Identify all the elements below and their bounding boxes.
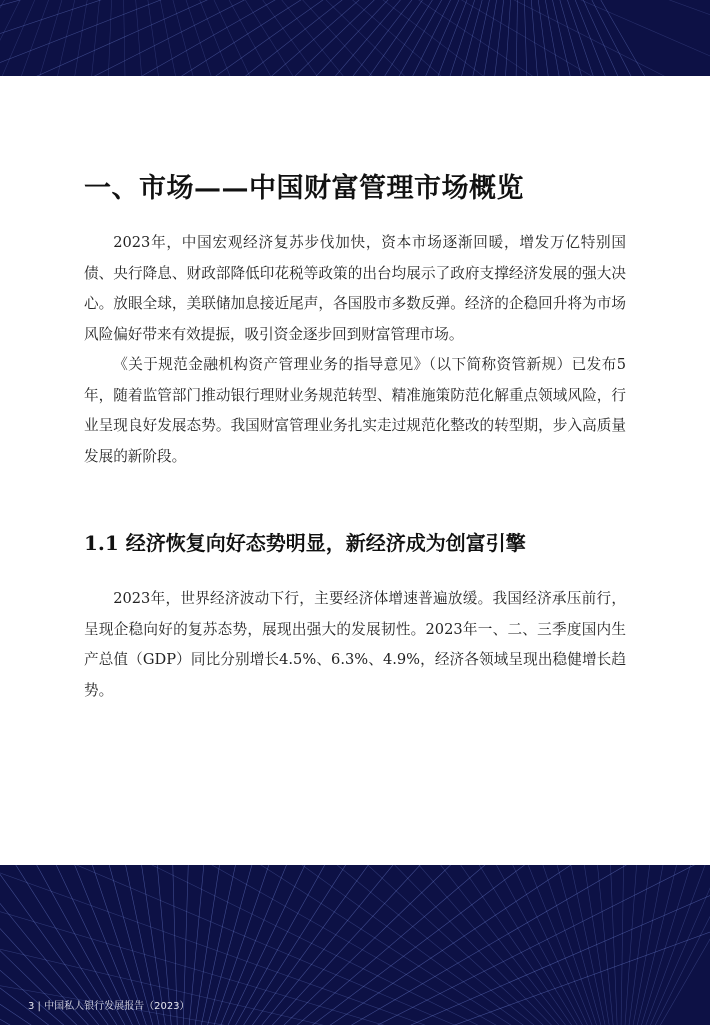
- decorative-line: [520, 0, 645, 76]
- section-title: 一、市场——中国财富管理市场概览: [84, 173, 524, 204]
- decorative-line: [120, 0, 431, 76]
- decorative-line: [398, 865, 620, 1025]
- decorative-line: [520, 0, 678, 76]
- decorative-line: [513, 865, 620, 1025]
- decorative-line: [520, 0, 710, 76]
- decorative-line: [120, 0, 498, 76]
- decorative-line: [520, 0, 710, 76]
- decorative-line: [180, 865, 300, 1025]
- decorative-line: [120, 0, 520, 76]
- decorative-line: [620, 865, 631, 1025]
- decorative-line: [552, 865, 620, 1025]
- decorative-line: [120, 0, 613, 76]
- decorative-line: [337, 0, 520, 76]
- decorative-line: [120, 0, 558, 76]
- subsection-title: 1.1 经济恢复向好态势明显，新经济成为创富引擎: [84, 531, 526, 555]
- decorative-line: [240, 0, 520, 76]
- decorative-line: [180, 865, 610, 1025]
- decorative-line: [15, 0, 520, 76]
- decorative-line: [304, 0, 520, 76]
- decorative-line: [65, 0, 520, 76]
- decorative-line: [120, 0, 465, 76]
- decorative-line: [289, 865, 620, 1025]
- decorative-line: [620, 865, 710, 1025]
- decorative-line: [120, 0, 660, 76]
- decorative-line: [620, 865, 710, 1025]
- decorative-line: [120, 0, 286, 76]
- decorative-line: [0, 0, 120, 76]
- top-decorative-band: [0, 0, 710, 76]
- decorative-line: [180, 865, 483, 1025]
- decorative-line: [520, 0, 576, 76]
- decorative-line: [120, 0, 637, 76]
- decorative-line: [180, 865, 253, 1025]
- decorative-line: [620, 865, 710, 1025]
- subsection-paragraph: 2023年，世界经济波动下行，主要经济体增速普遍放缓。我国经济承压前行，呈现企稳向好的复苏态势，展现出强大的发展韧性。2023年一、二、三季度国内生产总值（GDP）同比分别增长4.5%、6.3%、4.9%，经济各领域呈现出稳健增长趋势。: [84, 590, 626, 699]
- decorative-line: [520, 0, 611, 76]
- decorative-line: [178, 0, 520, 76]
- decorative-line: [520, 0, 710, 76]
- decorative-line: [93, 0, 120, 76]
- decorative-line: [520, 0, 710, 76]
- decorative-line: [620, 865, 710, 1025]
- decorative-line: [120, 0, 361, 76]
- decorative-line: [92, 0, 520, 76]
- decorative-lines-top: [0, 0, 710, 76]
- decorative-line: [520, 0, 542, 76]
- intro-paragraph-1: 2023年，中国宏观经济复苏步伐加快，资本市场逐渐回暖，增发万亿特别国债、央行降息、财政部降低印花税等政策的出台均展示了政府支撑经济发展的强大决心。放眼全球，美联储加息接近尾声，各国股市多数反弹。经济的企稳回升将为市场风险偏好带来有效提振，吸引资金逐步回到财富管理市场。: [84, 234, 626, 343]
- decorative-line: [473, 0, 520, 76]
- decorative-line: [40, 0, 520, 76]
- intro-paragraph-2: 《关于规范金融机构资产管理业务的指导意见》（以下简称资管新规）已发布5年，随着监管部门推动银行理财业务规范转型、精准施策防范化解重点领域风险，行业呈现良好发展态势。我国财富管理业务扎实走过规范化整改的转型期，步入高质量发展的新阶段。: [84, 356, 626, 465]
- decorative-line: [371, 0, 520, 76]
- decorative-line: [120, 0, 710, 59]
- decorative-line: [620, 865, 710, 1025]
- decorative-line: [180, 865, 347, 1025]
- decorative-line: [120, 0, 248, 76]
- decorative-line: [520, 0, 710, 76]
- decorative-line: [324, 865, 620, 1025]
- decorative-line: [620, 865, 710, 1025]
- decorative-line: [180, 865, 393, 1025]
- decorative-line: [520, 0, 710, 76]
- page-footer: 3 | 中国私人银行发展报告（2023）: [28, 1001, 190, 1012]
- decorative-line: [620, 865, 710, 1025]
- decorative-line: [620, 865, 670, 1025]
- decorative-line: [120, 0, 171, 76]
- decorative-line: [120, 0, 210, 76]
- decorative-line: [180, 865, 569, 1025]
- decorative-line: [507, 0, 520, 76]
